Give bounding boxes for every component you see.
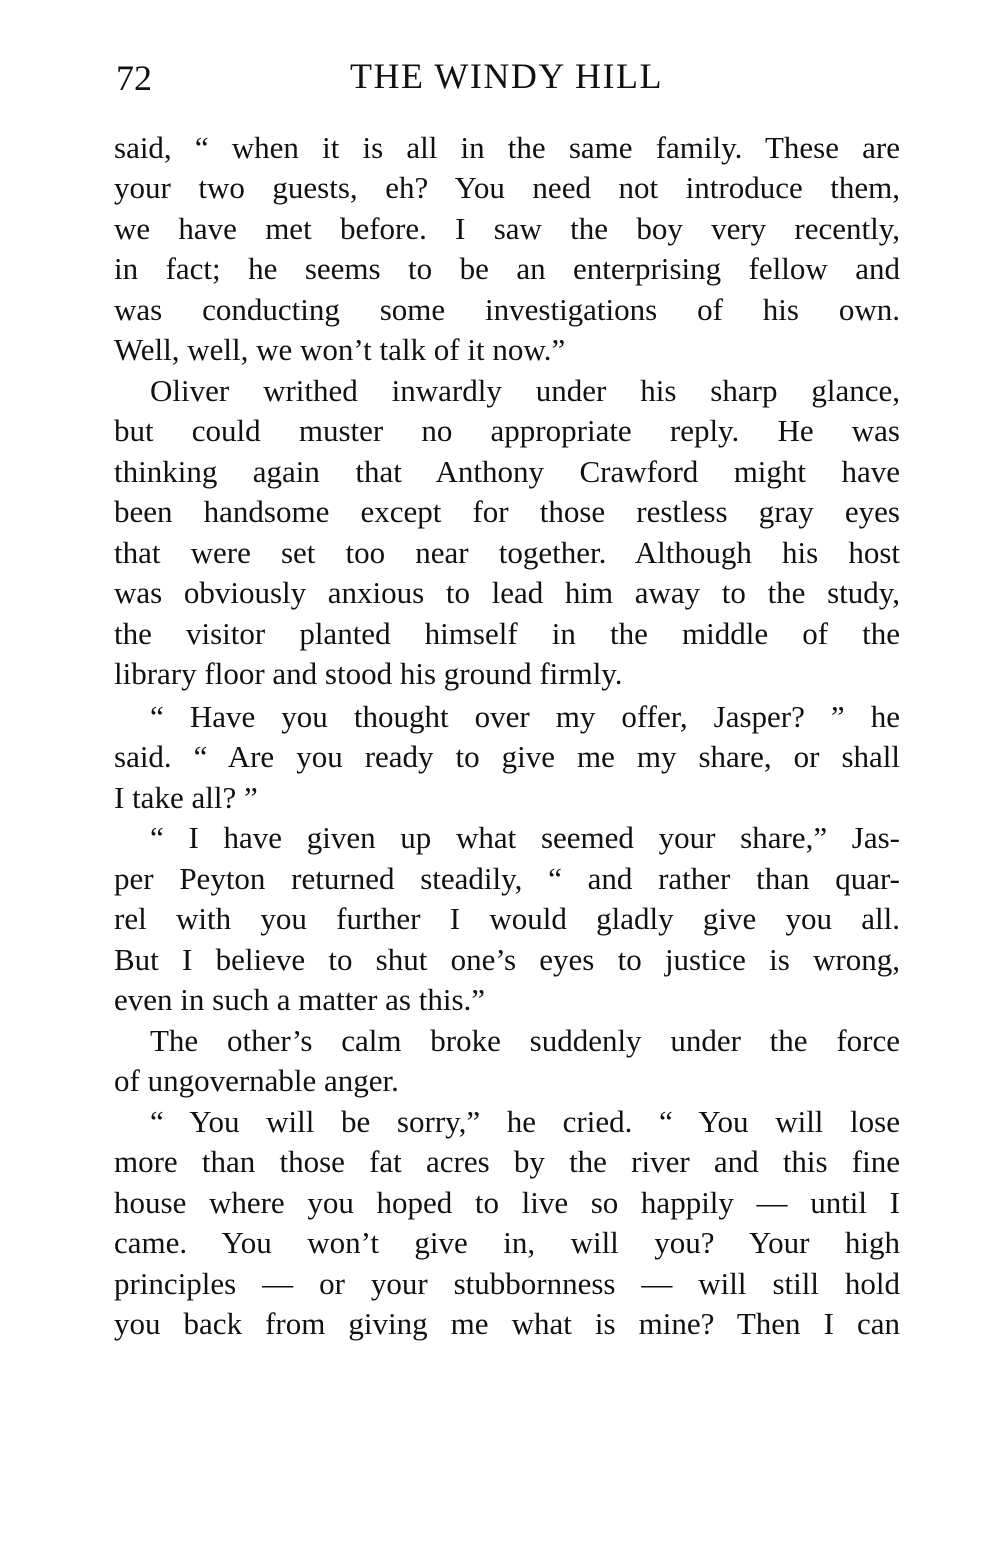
text-line: library floor and stood his ground firmly. xyxy=(114,656,623,691)
text-line: came. You won’t give in, will you? Your high xyxy=(114,1225,900,1260)
text-line: “ I have given up what seemed your share,” Jas- xyxy=(150,820,900,855)
text-line: Well, well, we won’t talk of it now.” xyxy=(114,332,566,367)
running-title: THE WINDY HILL xyxy=(350,56,663,96)
page-number: 72 xyxy=(116,58,152,98)
text-line: was conducting some investigations of his own. xyxy=(114,292,900,327)
text-line: But I believe to shut one’s eyes to justice is wrong, xyxy=(114,942,900,977)
text-line: in fact; he seems to be an enterprising fellow and xyxy=(114,251,900,286)
text-line: “ You will be sorry,” he cried. “ You will lose xyxy=(150,1104,900,1139)
text-line: rel with you further I would gladly give you all. xyxy=(114,901,900,936)
text-line: said. “ Are you ready to give me my share, or shall xyxy=(114,739,900,774)
text-line: of ungovernable anger. xyxy=(114,1063,399,1098)
text-line: I take all? ” xyxy=(114,780,258,815)
text-line: house where you hoped to live so happily — until I xyxy=(114,1185,900,1220)
text-line: Oliver writhed inwardly under his sharp glance, xyxy=(150,373,900,408)
text-line: even in such a matter as this.” xyxy=(114,982,486,1017)
text-line: the visitor planted himself in the middle of the xyxy=(114,616,900,651)
text-line: per Peyton returned steadily, “ and rather than quar- xyxy=(114,861,900,896)
text-line: was obviously anxious to lead him away to the study, xyxy=(114,575,900,610)
text-line: you back from giving me what is mine? Then I can xyxy=(114,1306,900,1341)
text-line: more than those fat acres by the river and this fine xyxy=(114,1144,900,1179)
text-line: that were set too near together. Although his host xyxy=(114,535,900,570)
text-line: principles — or your stubbornness — will still hold xyxy=(114,1266,900,1301)
text-line: we have met before. I saw the boy very recently, xyxy=(114,211,900,246)
text-line: said, “ when it is all in the same family. These are xyxy=(114,130,900,165)
text-line: your two guests, eh? You need not introduce them, xyxy=(114,170,900,205)
text-line: “ Have you thought over my offer, Jasper? ” he xyxy=(150,699,900,734)
text-line: thinking again that Anthony Crawford might have xyxy=(114,454,900,489)
text-line: but could muster no appropriate reply. He was xyxy=(114,413,900,448)
text-line: The other’s calm broke suddenly under the force xyxy=(150,1023,900,1058)
text-line: been handsome except for those restless gray eyes xyxy=(114,494,900,529)
